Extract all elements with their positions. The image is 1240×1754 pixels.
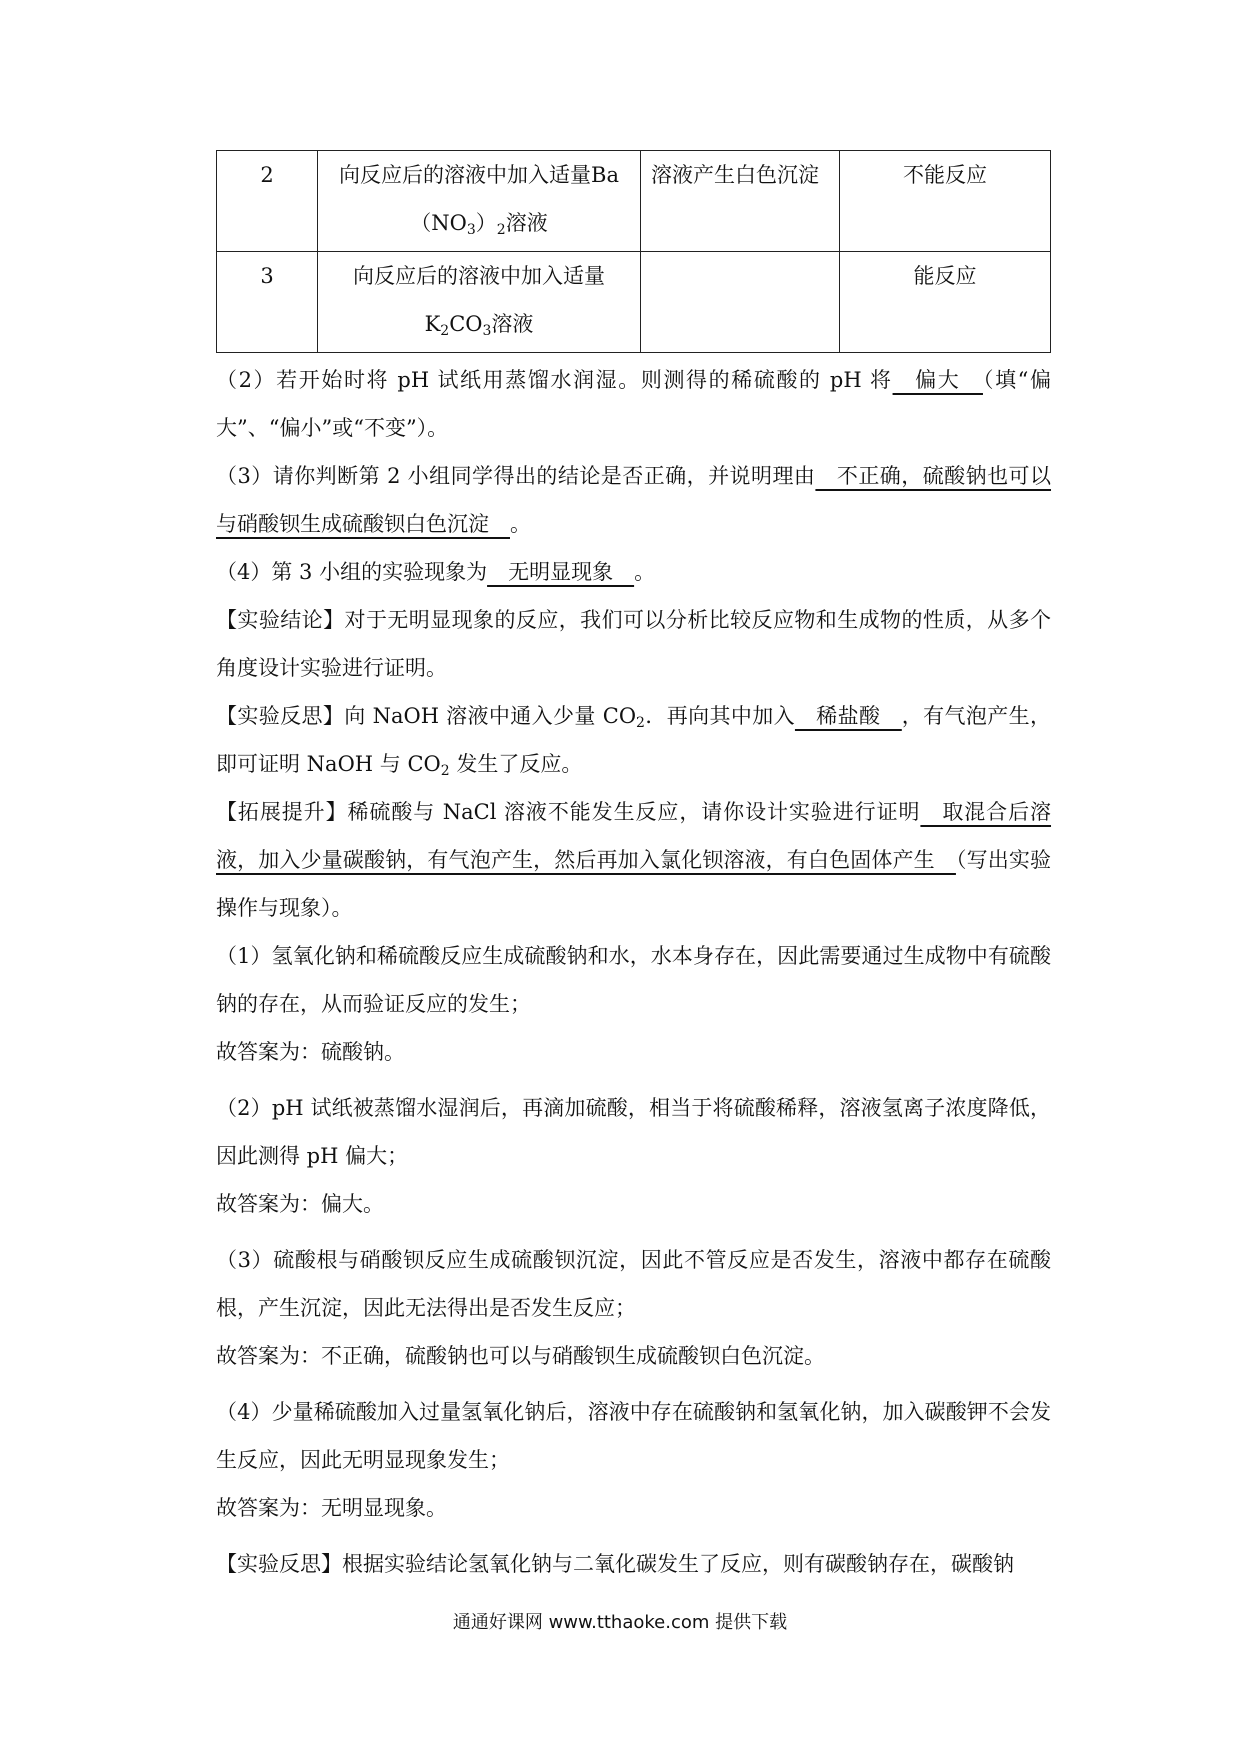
answer-blank: 取混合后溶液，加入少量碳酸钠，有气泡产生，然后再加入氯化钡溶液，有白色固体产生	[216, 800, 1052, 872]
explanation-1: （1）氢氧化钠和稀硫酸反应生成硫酸钠和水，水本身存在，因此需要通过生成物中有硫酸钠的存在，从而验证反应的发生；	[216, 944, 1051, 1016]
answer-blank: 偏大	[892, 368, 983, 392]
operation-text: 向反应后的溶液中加入适量K	[353, 264, 605, 336]
operation-cell	[318, 151, 641, 252]
conclusion-cell: 能反应	[840, 252, 1051, 353]
answer-4: 故答案为：无明显现象。	[216, 1496, 447, 1520]
operation-cell	[318, 252, 641, 353]
text: （写出实验操作与现象）。	[216, 848, 1052, 920]
operation-text: 溶液	[505, 211, 548, 235]
text: 【拓展提升】稀硫酸与 NaCl 溶液不能发生反应，请你设计实验进行证明	[216, 800, 921, 824]
table-row	[217, 151, 1051, 252]
text: 【实验反思】向 NaOH 溶液中通入少量 CO	[216, 704, 637, 728]
subscript: 2	[636, 715, 645, 731]
table-row	[217, 252, 1051, 353]
subscript: 3	[482, 323, 492, 339]
question-4	[216, 548, 1051, 596]
answer-blank: 稀盐酸	[794, 704, 902, 728]
question-2	[216, 356, 1051, 452]
extension-question	[216, 788, 1051, 932]
operation-text: 溶液	[491, 312, 534, 336]
group-number: 2	[217, 151, 318, 252]
text: （4）第 3 小组的实验现象为	[216, 560, 488, 584]
answer-2: 故答案为：偏大。	[216, 1192, 384, 1216]
operation-text: CO	[449, 312, 483, 336]
experiment-conclusion: 【实验结论】对于无明显现象的反应，我们可以分析比较反应物和生成物的性质，从多个角度设计实验进行证明。	[216, 608, 1051, 680]
answer-blank: 不正确，硫酸钠也可以与硝酸钡生成硫酸钡白色沉淀	[216, 464, 1052, 536]
text: 。	[634, 560, 656, 584]
question-3	[216, 452, 1051, 548]
answer-1: 故答案为：硫酸钠。	[216, 1040, 405, 1064]
text: （2）若开始时将 pH 试纸用蒸馏水润湿。则测得的稀硫酸的 pH 将	[216, 368, 893, 392]
experiment-table	[216, 150, 1051, 353]
reflection-explanation: 【实验反思】根据实验结论氢氧化钠与二氧化碳发生了反应，则有碳酸钠存在，碳酸钠	[216, 1552, 1014, 1576]
operation-text: 向反应后的溶液中加入适量Ba（NO	[339, 163, 619, 235]
footer-watermark: 通通好课网 www.tthaoke.com 提供下载	[452, 1612, 788, 1633]
explanation-4: （4）少量稀硫酸加入过量氢氧化钠后，溶液中存在硫酸钠和氢氧化钠，加入碳酸钾不会发生反应，因此无明显现象发生；	[216, 1400, 1051, 1472]
text: ，有气泡产生，即可证明 NaOH 与 CO	[216, 704, 1052, 776]
explanation-3: （3）硫酸根与硝酸钡反应生成硫酸钡沉淀，因此不管反应是否发生，溶液中都存在硫酸根，产生沉淀，因此无法得出是否发生反应；	[216, 1248, 1051, 1320]
experiment-reflection	[216, 692, 1051, 788]
text: ．再向其中加入	[644, 704, 795, 728]
group-number: 3	[217, 252, 318, 353]
subscript: 3	[466, 222, 476, 238]
subscript: 2	[440, 763, 450, 779]
answer-blank: 无明显现象	[487, 560, 635, 584]
operation-text: ）	[475, 211, 497, 235]
phenomenon-cell: 溶液产生白色沉淀	[641, 151, 840, 252]
text: （3）请你判断第 2 小组同学得出的结论是否正确，并说明理由	[216, 464, 816, 488]
text: 。	[510, 512, 531, 536]
text: 发生了反应。	[449, 752, 583, 776]
phenomenon-cell	[641, 252, 840, 353]
answer-3: 故答案为：不正确，硫酸钠也可以与硝酸钡生成硫酸钡白色沉淀。	[216, 1344, 825, 1368]
explanation-2: （2）pH 试纸被蒸馏水湿润后，再滴加硫酸，相当于将硫酸稀释，溶液氢离子浓度降低，因此测得 pH 偏大；	[216, 1096, 1051, 1168]
subscript: 2	[440, 323, 450, 339]
conclusion-cell: 不能反应	[840, 151, 1051, 252]
subscript: 2	[496, 222, 506, 238]
text: （填“偏大”、“偏小”或“不变”）。	[216, 368, 1052, 440]
